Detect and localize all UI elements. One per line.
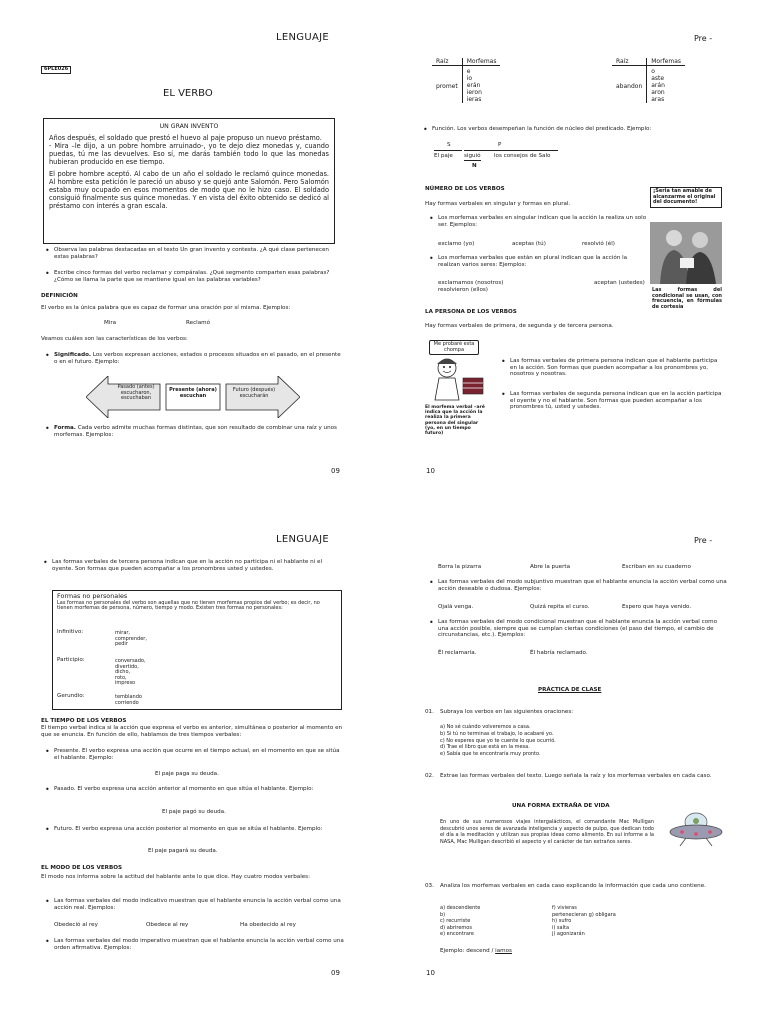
page-header: LENGUAJE xyxy=(276,534,329,545)
example-sentence: Él habría reclamado. xyxy=(530,650,588,656)
table-morpheme: io xyxy=(466,75,473,82)
practice-title: PRÁCTICA DE CLASE xyxy=(538,687,602,693)
box-text: Las formas no personales del verbo son aquellas que no tienen morfemas propios del verbo; es decir, no tienen morfemas de persona, número, tiempo y modo. Existen tres formas no personales: xyxy=(57,599,320,612)
table-morpheme: aste xyxy=(651,75,665,82)
example-line xyxy=(440,948,512,955)
table-morpheme: o xyxy=(651,68,655,75)
indicativo-bullet: • Las formas verbales del modo indicativo muestran que el hablante enuncia la acción verbal como una acción real. Ejemplos: xyxy=(54,898,344,911)
example-sentence: Ojalá venga. xyxy=(438,604,474,610)
page-09-bottom xyxy=(0,512,384,1024)
forma-bullet xyxy=(54,425,344,438)
verb-list-left xyxy=(440,905,480,938)
form-label: Participio: xyxy=(57,657,85,663)
example-morpheme: iamos xyxy=(495,948,512,954)
example-word: resolvió (él) xyxy=(582,241,615,247)
example-word: resolvieron (ellos) xyxy=(438,287,488,293)
form-examples xyxy=(115,695,142,706)
significado-bullet xyxy=(54,352,344,365)
example-word: Mira xyxy=(104,320,117,326)
example-word: aceptan (ustedes) xyxy=(594,280,645,286)
example-word: Reclamó xyxy=(186,320,211,326)
table-root: promet xyxy=(436,83,458,90)
page-title: EL VERBO xyxy=(163,88,213,99)
sentence-part: los consejos de Salo xyxy=(494,153,551,159)
form-example: roto, xyxy=(115,674,127,681)
subject-bracket xyxy=(434,150,462,151)
bullet-text: Cada verbo admite muchas formas distintas, que son resultado de combinar una raíz y unos morfemas. Ejemplos: xyxy=(54,425,337,438)
past-label: Pasado (antes) escucharon, escuchaban xyxy=(117,384,155,402)
table-morpheme: ieron xyxy=(466,89,482,96)
page-number: 10 xyxy=(426,467,435,475)
nucleus-label: N xyxy=(472,163,477,169)
list-item: b) xyxy=(440,911,446,918)
section-heading: DEFINICIÓN xyxy=(41,293,78,299)
section-text: El tiempo verbal indica si la acción que expresa el verbo es anterior, simultánea o posterior al momento en que se enuncia. En función de ello, hablamos de tres tiempos verbales: xyxy=(41,725,343,738)
bullet-text: Los verbos expresan acciones, estados o procesos situados en el pasado, en el presente o en el futuro. Ejemplo: xyxy=(54,352,341,365)
example-sentence: Quizá repita el curso. xyxy=(530,604,590,610)
form-examples xyxy=(115,659,146,687)
question-bullet: • Escribe cinco formas del verbo reclamar y compáralas. ¿Qué segmento comparten esas palabras? ¿Cómo se llama la parte que se mantiene igual en las palabras variables? xyxy=(54,270,344,283)
list-item: i) salta xyxy=(552,924,570,931)
sentence-list xyxy=(440,724,556,758)
predicate-label: P xyxy=(498,142,502,148)
list-item: c) No esperes que yo te cuente lo que ocurrió. xyxy=(440,737,556,744)
form-examples xyxy=(115,631,147,648)
list-item: j) agonizarán xyxy=(552,931,585,938)
question-text: Subraya los verbos en las siguientes oraciones: xyxy=(440,709,574,715)
section-heading: NÚMERO DE LOS VERBOS xyxy=(425,186,505,192)
primera-persona-bullet: • Las formas verbales de primera persona indican que el hablante participa en la acción. Son formas que pueden acompañar a los pronombres yo, nosotros y nosotras. xyxy=(510,358,722,378)
example-word: aceptas (tú) xyxy=(512,241,546,247)
people-photo xyxy=(650,222,722,284)
page-10-top xyxy=(384,0,768,500)
table-morpheme: aras xyxy=(651,96,665,103)
question-text: Analiza los morfemas verbales en cada caso explicando la información que cada uno contiene. xyxy=(440,883,706,889)
people-illustration xyxy=(650,222,722,284)
section-heading: EL MODO DE LOS VERBOS xyxy=(41,865,123,871)
list-item: e) Sabía que te encontraría muy pronto. xyxy=(440,751,541,758)
form-example: dicho, xyxy=(115,669,131,676)
page-header: Pre - xyxy=(694,536,713,545)
page-10-bottom xyxy=(384,512,768,1024)
form-example: conversado, xyxy=(115,658,146,664)
question-number: 01. xyxy=(425,709,434,715)
question-number: 03. xyxy=(425,883,434,889)
photo-caption: Las formas del condicional se usan, con frecuencia, en fórmulas de cortesía xyxy=(652,287,722,310)
present-label: Presente (ahora) escuchan xyxy=(169,387,217,399)
form-example: impreso xyxy=(115,680,136,687)
form-example: divertido, xyxy=(115,663,139,670)
girl-illustration xyxy=(429,356,489,404)
example-word: exclamo (yo) xyxy=(438,241,475,247)
list-item: b) Si tú no terminas el trabajo, lo acabaré yo. xyxy=(440,730,554,737)
example-sentence: Ha obedecido al rey xyxy=(240,922,296,928)
form-label: Infinitivo: xyxy=(57,629,84,635)
sentence-verb: siguió xyxy=(464,153,481,159)
form-example: temblando xyxy=(115,694,142,700)
form-label: Gerundio: xyxy=(57,693,85,699)
speech-bubble: Me probaré esta chompa xyxy=(429,340,479,355)
section-heading: LA PERSONA DE LOS VERBOS xyxy=(425,309,517,315)
list-item: d) Trae el libro que está en la mesa. xyxy=(440,744,530,751)
example-root: descend / xyxy=(466,948,494,954)
definition-text: El verbo es la única palabra que es capaz de formar una oración por sí misma. Ejemplos: xyxy=(41,305,291,311)
tercera-persona-bullet: • Las formas verbales de tercera persona indican que en la acción no participa ni el hablante ni el oyente. Son formas que pueden acompañar a los pronombres usted y ustedes. xyxy=(52,559,344,572)
list-item: a) descendiente xyxy=(440,905,481,911)
story-paragraph: Años después, el soldado que prestó el huevo al paje propuso un nuevo préstamo. xyxy=(49,134,322,143)
predicate-bracket xyxy=(464,150,558,151)
funcion-bullet: • Función. Los verbos desempeñan la función de núcleo del predicado. Ejemplo: xyxy=(432,126,722,133)
example-sentence: Abre la puerta xyxy=(530,564,570,570)
list-item: f) vivieras xyxy=(552,905,577,911)
story-title: UN GRAN INVENTO xyxy=(159,123,219,130)
section-text: Hay formas verbales de primera, de segunda y de tercera persona. xyxy=(425,323,614,329)
futuro-bullet: • Futuro. El verbo expresa una acción posterior al momento en que se sitúa el hablante. Ejemplo: xyxy=(54,826,344,833)
intro-text: Veamos cuáles son las características de los verbos: xyxy=(41,336,188,342)
page-09-top xyxy=(0,0,384,500)
condicional-bullet: • Las formas verbales del modo condicional muestran que el hablante enuncia la acción verbal como una acción posible, siempre que se cumplan ciertas condiciones (el paso del tiempo, el cambio de circunstancias, etc.). Ejemplos: xyxy=(438,619,728,639)
bullet-label: Significado. xyxy=(54,352,92,358)
example-sentence: Borra la pizarra xyxy=(438,564,482,570)
form-example: pedir xyxy=(115,641,128,648)
form-example: mirar, xyxy=(115,630,131,636)
example-sentence: Espero que haya venido. xyxy=(622,604,692,610)
question-number: 02. xyxy=(425,773,434,779)
section-heading: EL TIEMPO DE LOS VERBOS xyxy=(41,718,127,724)
side-quote-box: ¡Seria tan amable de alcanzarme el original del documento! xyxy=(650,187,722,208)
example-sentence: Él reclamaría. xyxy=(438,650,477,656)
story-box xyxy=(43,118,335,244)
example-word: exclamamos (nosotros) xyxy=(438,280,504,286)
morpheme-table-abandonar xyxy=(612,58,685,103)
page-number: 10 xyxy=(426,969,435,977)
future-label: Futuro (después) escucharán xyxy=(232,387,276,399)
presente-bullet: • Presente. El verbo expresa una acción que ocurre en el tiempo actual, en el momento en que se sitúa el hablante. Ejemplo: xyxy=(54,748,344,761)
table-header: Raíz xyxy=(612,58,647,66)
section-text: Hay formas verbales en singular y formas en plural. xyxy=(425,201,571,207)
ufo-icon xyxy=(668,810,724,848)
page-header: Pre - xyxy=(694,34,713,43)
table-header: Raíz xyxy=(432,58,462,66)
section-text: El modo nos informa sobre la actitud del hablante ante lo que dice. Hay cuatro modos verbales: xyxy=(41,874,310,880)
form-example: corriendo xyxy=(115,699,139,706)
pasado-bullet: • Pasado. El verbo expresa una acción anterior al momento en que sitúa el hablante. Ejemplo: xyxy=(54,786,344,793)
list-item: c) recurriste xyxy=(440,918,471,925)
box-title: Formas no personales xyxy=(57,592,128,600)
morpheme-table-prometer xyxy=(432,58,500,103)
table-root: abandon xyxy=(616,83,643,90)
list-item: a) No sé cuándo volveremos a casa. xyxy=(440,724,531,730)
imperativo-bullet: • Las formas verbales del modo imperativo muestran que el hablante enuncia la acción verbal como una orden afirmativa. Ejemplos: xyxy=(54,938,344,951)
reading-text: En uno de sus numerosos viajes intergalácticos, el comandante Mac Mulligan descubrió unos seres de avanzada inteligencia y aspecto de pulpo, que dedican todo el día a la meditación y utilizan sus propias ideas como alimento. En sui informe a la NASA, Mac Mulligan describió el aspecto y el carácter de tan extraños seres. xyxy=(440,819,654,845)
question-text: Extrae las formas verbales del texto. Luego señala la raíz y los morfemas verbales en cada caso. xyxy=(440,773,712,779)
form-example: comprender, xyxy=(115,635,147,642)
bullet-label: Forma. xyxy=(54,425,76,431)
page-number: 09 xyxy=(331,467,340,475)
subjuntivo-bullet: • Las formas verbales del modo subjuntivo muestran que el hablante enuncia la acción verbal como una acción deseable o dudosa. Ejemplos: xyxy=(438,579,728,592)
list-item: e) encontrare xyxy=(440,931,474,938)
reading-title: UNA FORMA EXTRAÑA DE VIDA xyxy=(512,803,610,809)
table-morpheme: erán xyxy=(466,82,481,89)
sentence-analysis xyxy=(432,142,562,174)
example-sentence: Escriban en su cuaderno xyxy=(622,564,691,570)
page-header: LENGUAJE xyxy=(276,32,329,43)
table-morpheme: ieras xyxy=(466,96,482,103)
segunda-persona-bullet: • Las formas verbales de segunda persona indican que en la acción participa el oyente y no el hablante. Son formas que pueden acompañar a los pronombres tú, usted y ustedes. xyxy=(510,391,722,411)
story-paragraph: - Mira –le dijo, a un pobre hombre arruinado-, yo te dejo diez monedas y, cuando puedas, tú me las devuelves. Eso sí, me darás también todo lo que las monedas hubieran producido en ese tiempo. xyxy=(49,142,329,167)
table-morpheme: e xyxy=(466,68,471,75)
singular-bullet: • Los morfemas verbales en singular indican que la acción la realiza un solo ser. Ejemplos: xyxy=(438,215,648,228)
verb-list-right xyxy=(552,905,616,938)
girl-caption: El morfema verbal –aré indica que la acción la realiza la primera persona del singular (yo, en un tiempo futuro) xyxy=(425,405,485,437)
example-sentence: El paje paga su deuda. xyxy=(155,771,219,777)
plural-bullet: • Los morfemas verbales que están en plural indican que la acción la realizan varios seres: Ejemplos: xyxy=(438,255,648,268)
sentence-part: El paje xyxy=(434,153,453,159)
table-header: Morfemas xyxy=(647,58,685,66)
question-bullet: • Observa las palabras destacadas en el texto Un gran invento y contesta. ¿A qué clase pertenecen estas palabras? xyxy=(54,247,344,260)
example-sentence: Obedece al rey xyxy=(146,922,189,928)
example-label: Ejemplo: xyxy=(440,948,465,954)
story-paragraph: El pobre hombre aceptó. Al cabo de un año el soldado le reclamó quince monedas. Al hombre esta petición le pareció un abuso y se quejó ante Salomón. Pero Salomón estaba muy ocupado en esos momentos de modo que no le hizo caso. El soldado consiguió finalmente sus quince monedas. Y en vista del éxito obtenido se dedicó al préstamo con interés a gran escala. xyxy=(49,170,329,211)
example-sentence: El paje pagará su deuda. xyxy=(148,848,218,854)
page-number: 09 xyxy=(331,969,340,977)
table-morpheme: aron xyxy=(651,89,665,96)
list-item: d) abriremos xyxy=(440,924,472,931)
example-sentence: El paje pagó su deuda. xyxy=(162,809,226,815)
example-sentence: Obedeció al rey xyxy=(54,922,98,928)
document-code: 6PLE026 xyxy=(41,66,71,74)
list-item: pertenecieran g) obligara xyxy=(552,911,616,918)
list-item: h) sufro xyxy=(552,918,572,925)
subject-label: S xyxy=(447,142,451,148)
table-header: Morfemas xyxy=(462,58,500,66)
formas-no-personales-box xyxy=(52,590,342,710)
table-morpheme: arán xyxy=(651,82,665,89)
